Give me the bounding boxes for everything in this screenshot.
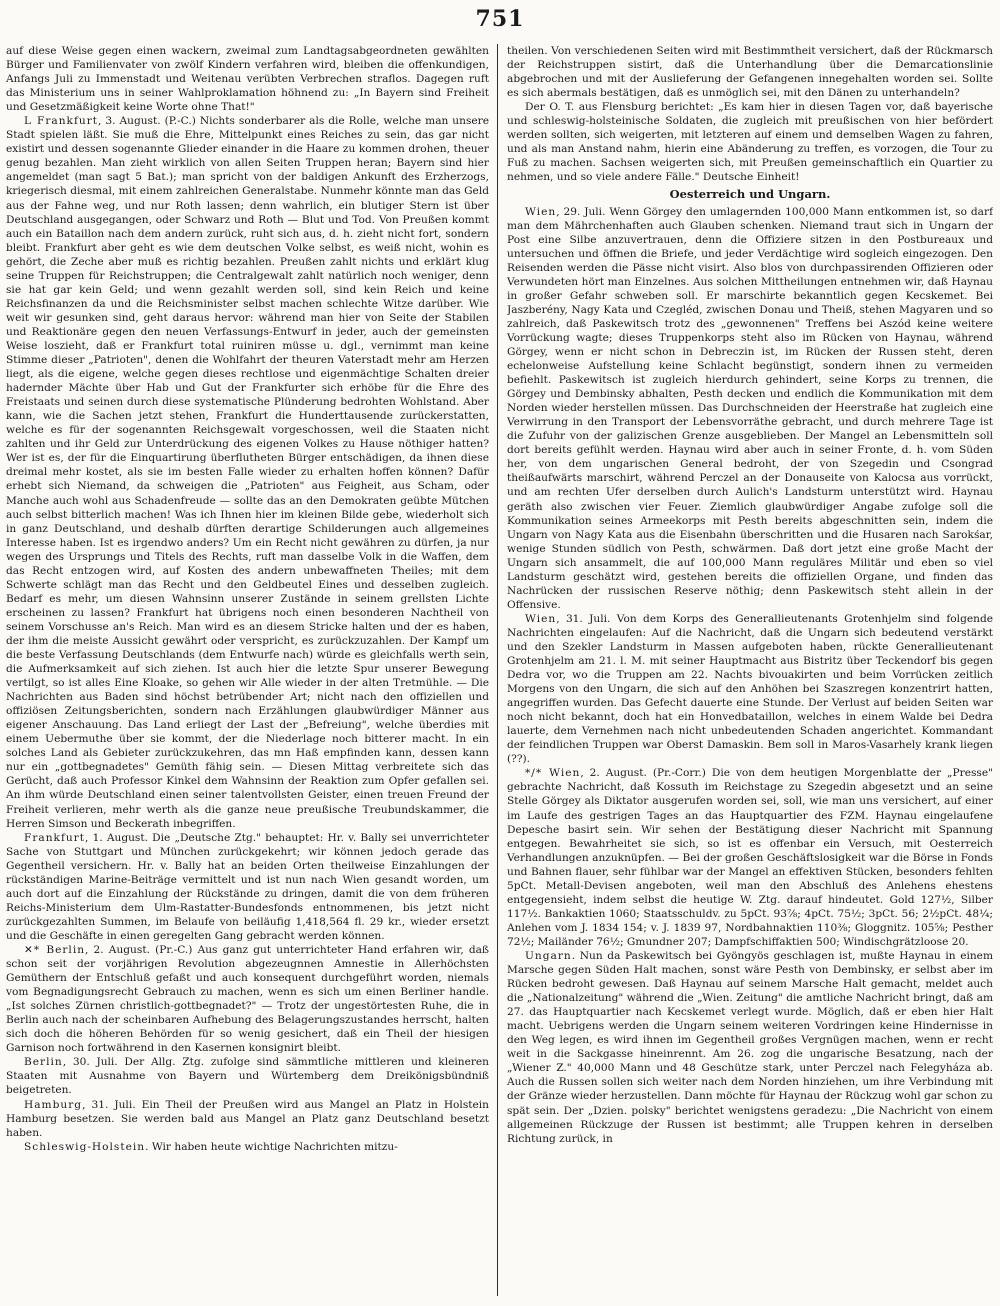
article-paragraph xyxy=(6,1098,489,1140)
left-column xyxy=(6,44,489,1296)
article-paragraph xyxy=(6,831,489,943)
article-paragraph xyxy=(6,1055,489,1097)
article-paragraph xyxy=(6,943,489,1055)
article-paragraph xyxy=(507,612,993,767)
paragraph-text: , 31. Juli. Von dem Korps des Generallieutenants Grotenhjelm sind folgende Nachrichten eingelaufen: Auf die Nachricht, daß die Ungarn sich bedeutend verstärkt und den Szekler Landsturm in Massen aufgeboten haben, rückte Generallieutenant Grotenhjelm am 21. l. M. mit seiner Hauptmacht aus Bistritz über Teckendorf bis gegen Dedra vor, wo die Truppen am 22. Nachts bivouakirten und beim Vorrücken zeitlich Morgens von den Ungarn, die sich auf den Anhöhen bei Szaszregen konzentrirt hatten, angegriffen wurden. Das Gefecht dauerte eine Stunde. Der Verlust auf beiden Seiten war noch nicht bekannt, doch hat ein Honvedbataillon, welches in einem Walde bei Dedra lauerte, dem Vernehmen nach nicht unbedeutenden Schaden angerichtet. Kommandant der feindlichen Truppen war Oberst Damaskin. Bem soll in Maros-Vasarhely krank liegen (??). xyxy=(507,612,993,766)
article-paragraph xyxy=(6,1140,489,1154)
right-column xyxy=(507,44,993,1296)
paragraph-text: , 31. Juli. Ein Theil der Preußen wird aus Mangel an Platz in Holstein Hamburg besetzen. Sie werden bald aus Mangel an Platz ganz Deutschland besetzt haben. xyxy=(6,1098,489,1139)
dateline-place: ✕* Berlin xyxy=(24,944,86,956)
paragraph-text: , 2. August. (Pr.-C.) Aus ganz gut unterrichteter Hand erfahren wir, daß schon seit der vorjährigen Revolution abgezeugnnen Amnestie in Allerhöchsten Gemüthern der Entschluß gefaßt und auch konsequent durchgeführt worden, niemals vom Begnadigungsrecht Gebrauch zu machen, wenn es sich um einen Berliner handle. „Ist solches Zürnen christlich-gottbegnadet?" — Trotz der ungestörtesten Ruhe, die in Berlin auch nach der scheinbaren Aufhebung des Belagerungszustandes herrscht, halten sich doch die höheren Behörden für so wenig gesichert, daß ein Theil der hiesigen Garnison noch fortwährend in den Kasernen konsignirt bleibt. xyxy=(6,944,489,1055)
dateline-place: Berlin xyxy=(24,1056,63,1069)
dateline-place: Wien xyxy=(525,612,557,625)
paragraph-text: , 3. August. (P.-C.) Nichts sonderbarer als die Rolle, welche man unsere Stadt spielen läßt. Sie muß die Ehre, Mittelpunkt eines Reiches zu sein, das gar nicht existirt und dessen sogenannte Glieder einander in die Haare zu kommen drohen, theuer genug bezahlen. Man zieht wirklich von allen Seiten Truppen heran; Bayern sind hier angemeldet (man sagt 5 Bat.); man spricht von der baldigen Ankunft des Erzherzogs, kriegerisch diesmal, mit einem zahlreichen Generalstabe. Nunmehr könnte man das Geld aus der Fahne weg, und nur Roth lassen; denn wahrlich, ein blutiger Stern ist über Deutschland ausgegangen, oder Schwarz und Roth — Blut und Tod. Von Preußen kommt auch ein Bataillon nach dem andern zurück, ruht sich aus, d. h. zieht nicht fort, sondern bleibt. Frankfurt aber geht es wie dem deutschen Volke selbst, es weiß nicht, wohin es gehört, die Zeche aber muß es richtig bezahlen. Preußen zahlt nichts und erklärt klug seine Truppen für Reichstruppen; die Centralgewalt zahlt natürlich noch weniger, denn sie hat gar kein Geld; und wenn gezahlt werden soll, sind kein Reich und keine Reichsfinanzen da und die Reichsminister selbst machen schlechte Witze darüber. Wie weit wir gesunken sind, geht daraus hervor: während man hier von Seite der Stabilen und Reaktionäre gegen den neuen Verfassungs-Entwurf in jeder, auch der gemeinsten Weise loszieht, daß er Frankfurt total ruiniren müsse u. dgl., vernimmt man keine Stimme dieser „Patrioten", denen die Wohlfahrt der theuren Vaterstadt mehr am Herzen liegt, als die eigene, welche gegen dieses rechtlose und eigenmächtige Schalten dreier hadernder Mächte über Hab und Gut der Frankfurter sich erhöbe für die Ehre des Freistaats und seinen durch diese systematische Plünderung bedrohten Wohlstand. Aber kann, wie die Sachen jetzt stehen, Frankfurt die Hunderttausende zurückerstatten, welche es für der sogenannten Reichsgewalt vorgeschossen, weil die Staaten nicht zahlten und ihr Geld zur Unterdrückung des eigenen Volkes zu Hause nöthiger hatten? Wer ist es, der für die Einquartirung überflutheten Bürger entschädigen, da ihnen diese dreimal mehr kostet, als sie im besten Falle wieder zu erhalten hoffen können? Dafür erhebt sich Niemand, da schweigen die „Patrioten" aus Feigheit, aus Scham, oder Manche auch wohl aus Schadenfreude — sollte das an den Demokraten geübte Mütchen auch selbst bitterlich machen! Was ich Ihnen hier im kleinen Bilde gebe, wiederholt sich in ganz Deutschland, und deshalb dürften derartige Schilderungen auch allgemeines Interesse haben. Ist es irgendwo anders? Um ein Recht nicht gewähren zu dürfen, ja nur wegen des Ursprungs und Titels des Rechts, ruft man dasselbe Volk in die Waffen, dem das Recht entzogen wird, auf Kosten des andern unbewaffneten Theiles; mit dem Schwerte schlägt man das Recht und den Geldbeutel Eines und desselben zugleich. Bedarf es mehr, um diesen Wahnsinn unserer Zustände in seinem grellsten Lichte erscheinen zu lassen? Frankfurt hat übrigens noch einen besonderen Nachtheil von seinem Vorschusse an's Reich. Man wird es an diesem Stricke halten und der es haben, der ihm die meiste Aussicht gewährt oder verspricht, es zurückzuzahlen. Der Kampf um die beste Verfassung Deutschlands (dem Entwurfe nach) würde es gleichfalls werth sein, die Aufmerksamkeit auf sich ziehen. Ist auch hier die letzte Spur unserer Bewegung vertilgt, so ist alles Eine Kloake, so gehen wir Alle wieder in der alten Tretmühle. — Die Nachrichten aus Baden sind höchst betrübender Art; nicht nach den offiziellen und offiziösen Zeitungsberichten, sondern nach Erzählungen glaubwürdiger Männer aus eigener Anschauung. Das Land erliegt der Last der „Befreiung", welche überdies mit einem Uebermuthe über sie kommt, der die Niederlage noch bitterer macht. In ein solches Land als Gebieter zurückzukehren, das mn Haß empfinden kann, dessen kann nur ein „gottbegnadetes" Gemüth fähig sein. — Diesen Mittag verbreitete sich das Gerücht, daß auch Professor Kinkel dem Wahnsinn der Reaktion zum Opfer gefallen sei. An ihm würde Deutschland einen seiner talentvollsten Geister, einen treuen Freund der Freiheit verlieren, mehr werth als die ganze neue preußische Treubundskammer, die Herren Simson und Beckerath inbegriffen. xyxy=(6,115,489,830)
dateline-place: Frankfurt xyxy=(24,831,86,844)
section-heading: Oesterreich und Ungarn. xyxy=(669,187,831,202)
dateline-place: Hamburg xyxy=(24,1098,83,1111)
article-paragraph xyxy=(507,205,993,612)
dateline-place: */* Wien xyxy=(525,767,581,780)
article-paragraph xyxy=(507,44,993,100)
article-paragraph xyxy=(6,114,489,830)
paragraph-text: theilen. Von verschiedenen Seiten wird mit Bestimmtheit versichert, daß der Rückmarsch der Reichstruppen sistirt, daß die Unterhandlung über die Demarcationslinie abgebrochen und mit der Auslieferung der Gefangenen innegehalten worden sei. Sollte es sich abermals bestätigen, daß es unmöglich sei, mit den Dänen zu unterhandeln? xyxy=(507,45,993,100)
column-divider xyxy=(497,44,498,1296)
dateline-place: Ungarn xyxy=(525,950,572,962)
dateline-place: Schleswig-Holstein xyxy=(24,1140,146,1153)
dateline-place: Wien xyxy=(525,205,557,218)
article-paragraph xyxy=(507,100,993,184)
paragraph-text: , 30. Juli. Der Allg. Ztg. zufolge sind sämmtliche mittleren und kleineren Staaten mit Ausnahme von Bayern und Würtemberg dem Dreikönigsbündniß beigetreten. xyxy=(6,1056,489,1097)
paragraph-text: . Wir haben heute wichtige Nachrichten mitzu- xyxy=(145,1140,398,1153)
page-number: 751 xyxy=(475,6,525,32)
article-paragraph xyxy=(507,766,993,949)
paragraph-text: auf diese Weise gegen einen wackern, zweimal zum Landtagsabgeordneten gewählten Bürger und Familienvater von zwölf Kindern verfahren wird, bleiben die offenkundigen, Anfangs Juli zu Immenstadt und Weitenau verübten Verbrechen straflos. Dagegen ruft das Ministerium uns in seiner Wahlproklamation höhnend zu: „In Bayern sind Freiheit und Gesetzmäßigkeit keine Worte ohne That!" xyxy=(6,45,489,114)
paragraph-text: , 1. August. Die „Deutsche Ztg." behauptet: Hr. v. Bally sei unverrichteter Sache von Stuttgart und München zurückgekehrt; wir können jedoch gerade das Gegentheil versichern. Hr. v. Bally hat an beiden Orten theilweise Einzahlungen der rückständigen Marine-Beiträge vermittelt und ist nun nach Wien gesandt worden, um auch dort auf die Einzahlung der Rückstände zu dringen, damit die von dem früheren Reichs-Ministerium dem Ulm-Rastatter-Bundesfonds entnommenen, bis jetzt nicht zurückgezahlten Summen, im Belaufe von beiläufig 1,418,564 fl. 29 kr., wieder ersetzt und die Geschäfte in einen geregelten Gang gebracht werden können. xyxy=(6,831,489,942)
article-paragraph xyxy=(507,949,993,1146)
article-paragraph xyxy=(6,44,489,114)
paragraph-text: Der O. T. aus Flensburg berichtet: „Es kam hier in diesen Tagen vor, daß bayerische und schleswig-holsteinische Soldaten, die zugleich mit preußischen von hier befördert werden sollten, sich weigerten, mit letzteren auf einem und demselben Wagen zu fahren, und als man Anstand nahm, hierin eine Abänderung zu treffen, es vorzogen, die Tour zu Fuß zu machen. Sachsen weigerten sich, mit Preußen gemeinschaftlich ein Quartier zu nehmen, und so viele andere Fälle." Deutsche Einheit! xyxy=(507,101,993,184)
paragraph-text: , 2. August. (Pr.-Corr.) Die von dem heutigen Morgenblatte der „Presse" gebrachte Nachricht, daß Kossuth im Reichstage zu Szegedin abgesetzt und an seine Stelle Görgey als Diktator ausgerufen worden sei, soll, wie man uns versichert, auf einer im Laufe des gestrigen Tages an das Hauptquartier des FZM. Haynau eingelaufene Depesche basirt sein. Wir sehen der Bestätigung dieser Nachricht mit Spannung entgegen. Bewahrheitet sie sich, so ist es offenbar ein Versuch, mit Oesterreich Verhandlungen anzuknüpfen. — Bei der großen Geschäftslosigkeit war die Börse in Fonds und Bahnen flauer, sehr fühlbar war der Mangel an effektiven Stücken, besonders fehlten 5pCt. Metall-Devisen angeboten, weil man den Abschluß des Anlehens ehestens entgegensieht, indem selbst die heutige W. Ztg. darauf hindeutet. Gold 127½, Silber 117½. Bankaktien 1060; Staatsschuldv. zu 5pCt. 93⅞; 4pCt. 75½; 3pCt. 56; 2½pCt. 48¼; Anlehen vom J. 1834 154; v. J. 1839 97, Nordbahnaktien 110⅜; Gloggnitz. 105⅝; Pesther 72½; Mailänder 76½; Gmundner 207; Dampfschiffaktien 500; Windischgrätzloose 20. xyxy=(507,767,993,948)
dateline-place: L Frankfurt xyxy=(24,115,99,128)
paragraph-text: , 29. Juli. Wenn Görgey den umlagernden 100,000 Mann entkommen ist, so darf man dem Mährchenhaften auch Glauben schenken. Niemand traut sich in Ungarn der Post eine Silbe anzuvertrauen, denn die Offiziere sitzen in den Postbureaux und untersuchen und öffnen die Briefe, und jeder Verdächtige wird sogleich eingezogen. Den Reisenden werden die Pässe nicht visirt. Also blos von durchpassirenden Offizieren oder Verwundeten hört man Einzelnes. Aus solchen Mittheilungen entnehmen wir, daß Haynau in großer Gefahr schweben soll. Er marschirte bekanntlich gegen Kecskemet. Bei Jaszberény, Nagy Kata und Czegléd, zwischen Donau und Theiß, stehen Magyaren und so zahlreich, daß Paskewitsch trotz des „gewonnenen" Treffens bei Aszód keine weitere Vorrückung wagte; dieses Truppenkorps steht also im Rücken von Haynau, während Görgey, wenn er nicht schon in Debreczin ist, im Rücken der Russen steht, deren echelonweise Aufstellung keine Schlacht begünstigt, sondern ihnen zu vermeiden befiehlt. Paskewitsch ist zugleich hierdurch gehindert, seine Korps zu trennen, die Görgey und Dembinsky abhalten, Pesth decken und endlich die Kommunikation mit dem Norden wieder herstellen müssen. Das Durchschneiden der Heerstraße hat zugleich eine Verwirrung in den Transport der Lebensvorräthe gebracht, und durch mehrere Tage ist die Zufuhr von der galizischen Grenze ausgeblieben. Der Mangel an Lebensmitteln soll dort bereits gefühlt werden. Haynau wird aber auch in seiner Fronte, d. h. vom Süden her, von dem ungarischen General bedroht, der von Szegedin und Csongrad theißaufwärts marschirt, während Perczel an der Donauseite von Kalocsa aus vorrückt, und am rechten Ufer derselben durch Aulich's Landsturm unterstützt wird. Haynau geräth also zwischen vier Feuer. Ziemlich glaubwürdiger Angabe zufolge soll die Kommunikation seines Armeekorps mit Pesth bereits abgeschnitten sein, indem die Ungarn von Nagy Kata aus die Eisenbahn überschritten und die Husaren nach Sarokśar, wenige Stunden südlich von Pesth, schwärmen. Daß dort jetzt eine große Macht der Ungarn sich ansammelt, die auf 100,000 Mann reguläres Militär und eben so viel Landsturm geschätzt wird, gestehen bereits die offiziellen Organe, und finden das Nachrücken der russischen Reserve nöthig; denn Paskewitsch steht allein in der Offensive. xyxy=(507,205,993,611)
paragraph-text: . Nun da Paskewitsch bei Gyöngyös geschlagen ist, mußte Haynau in einem Marsche gegen Süden Halt machen, sonst wäre Pesth von Dembinsky, er selbst aber im Rücken bedroht gewesen. Daß Haynau auf seinem Marsche Halt gemacht, meldet auch die „Nationalzeitung" während die „Wien. Zeitung" die amtliche Nachricht bringt, daß am 27. das Hauptquartier nach Kecskemet verlegt wurde. Möglich, daß er eben hier Halt macht. Uebrigens werden die Ungarn seinem weiteren Vordringen keine Hindernisse in den Weg legen, es wird ihnen im Gegentheil großes Vergnügen machen, wenn er recht weit in die Sackgasse hineinrennt. Am 26. zog die ungarische Besatzung, nach der „Wiener Z." 40,000 Mann und 48 Geschütze stark, unter Perczel nach Felegyháza ab. Auch die Russen sollen sich weiter nach dem Norden hinziehen, um ihre Verbindung mit der Gränze wieder herzustellen. Dann möchte für Haynau der Rückzug wohl gar schon zu spät sein. Der „Dzien. polsky" berichtet wenigstens geradezu: „Die Nachricht von einem allgemeinen Rückzuge der Russen ist bestimmt; alle Truppen kehren in derselben Richtung zurück, in xyxy=(507,950,993,1145)
